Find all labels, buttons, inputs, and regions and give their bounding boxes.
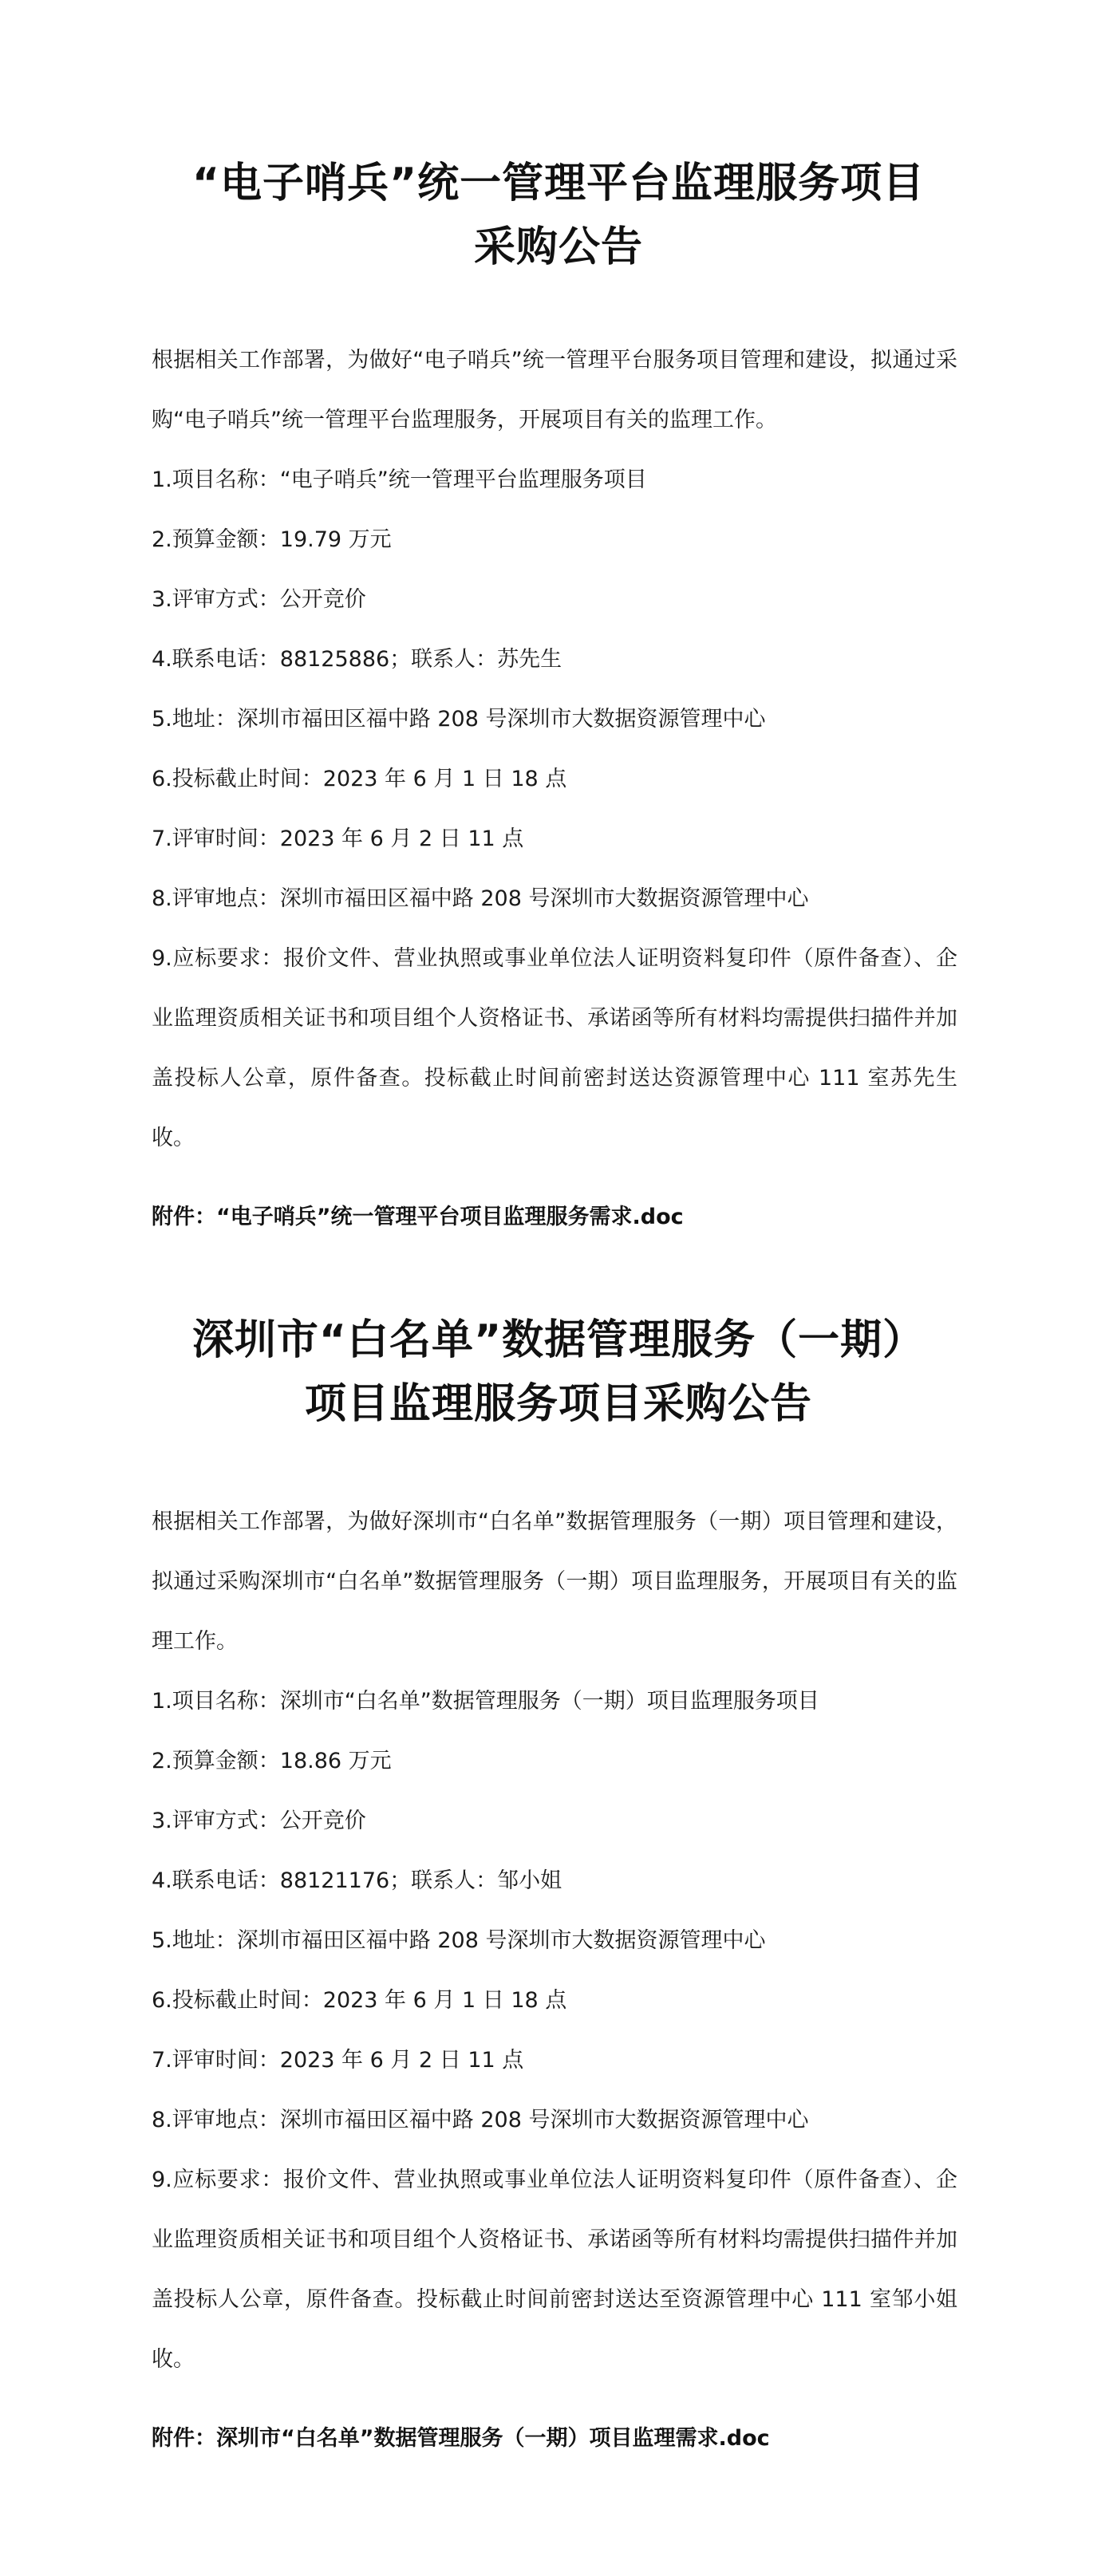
- intro-paragraph: 根据相关工作部署，为做好“电子哨兵”统一管理平台服务项目管理和建设，拟通过采购“电子哨兵”统一管理平台监理服务，开展项目有关的监理工作。: [152, 348, 957, 432]
- announcement-body: [152, 1492, 957, 2468]
- attachment-link[interactable]: 附件：深圳市“白名单”数据管理服务（一期）项目监理需求.doc: [152, 2426, 770, 2451]
- project-name-item: 1.项目名称：深圳市“白名单”数据管理服务（一期）项目监理服务项目: [152, 1689, 819, 1714]
- title-line: 采购公告: [473, 223, 643, 271]
- review-time-item: 7.评审时间：2023 年 6 月 2 日 11 点: [152, 2048, 524, 2073]
- announcement-body: [152, 330, 957, 1247]
- title-line: 深圳市“白名单”数据管理服务（一期）: [191, 1316, 926, 1364]
- review-location-item: 8.评审地点：深圳市福田区福中路 208 号深圳市大数据资源管理中心: [152, 886, 809, 911]
- requirements-item: 9.应标要求：报价文件、营业执照或事业单位法人证明资料复印件（原件备查）、企业监理资质相关证书和项目组个人资格证书、承诺函等所有材料均需提供扫描件并加盖投标人公章，原件备查。投标截止时间前密封送达资源管理中心 111 室苏先生收。: [152, 946, 957, 1150]
- announcement-section: [0, 1308, 1117, 2468]
- review-location-item: 8.评审地点：深圳市福田区福中路 208 号深圳市大数据资源管理中心: [152, 2108, 809, 2132]
- address-item: 5.地址：深圳市福田区福中路 208 号深圳市大数据资源管理中心: [152, 707, 766, 732]
- requirements-item: 9.应标要求：报价文件、营业执照或事业单位法人证明资料复印件（原件备查）、企业监理资质相关证书和项目组个人资格证书、承诺函等所有材料均需提供扫描件并加盖投标人公章，原件备查。投标截止时间前密封送达至资源管理中心 111 室邹小姐收。: [152, 2168, 957, 2372]
- announcement-section: [0, 152, 1117, 1247]
- review-time-item: 7.评审时间：2023 年 6 月 2 日 11 点: [152, 826, 524, 851]
- contact-item: 4.联系电话：88121176；联系人：邹小姐: [152, 1868, 562, 1893]
- deadline-item: 6.投标截止时间：2023 年 6 月 1 日 18 点: [152, 1988, 567, 2013]
- contact-item: 4.联系电话：88125886；联系人：苏先生: [152, 647, 562, 672]
- budget-item: 2.预算金额：19.79 万元: [152, 527, 392, 552]
- intro-paragraph: 根据相关工作部署，为做好深圳市“白名单”数据管理服务（一期）项目管理和建设，拟通过采购深圳市“白名单”数据管理服务（一期）项目监理服务，开展项目有关的监理工作。: [152, 1509, 957, 1654]
- address-item: 5.地址：深圳市福田区福中路 208 号深圳市大数据资源管理中心: [152, 1928, 766, 1953]
- title-line: 项目监理服务项目采购公告: [304, 1380, 812, 1428]
- review-method-item: 3.评审方式：公开竞价: [152, 1809, 366, 1833]
- announcement-title: [0, 1308, 1117, 1436]
- deadline-item: 6.投标截止时间：2023 年 6 月 1 日 18 点: [152, 767, 567, 791]
- title-line: “电子哨兵”统一管理平台监理服务项目: [191, 160, 926, 207]
- announcement-title: [0, 152, 1117, 279]
- budget-item: 2.预算金额：18.86 万元: [152, 1749, 392, 1773]
- review-method-item: 3.评审方式：公开竞价: [152, 587, 366, 612]
- project-name-item: 1.项目名称：“电子哨兵”统一管理平台监理服务项目: [152, 467, 647, 492]
- attachment-link[interactable]: 附件：“电子哨兵”统一管理平台项目监理服务需求.doc: [152, 1205, 684, 1229]
